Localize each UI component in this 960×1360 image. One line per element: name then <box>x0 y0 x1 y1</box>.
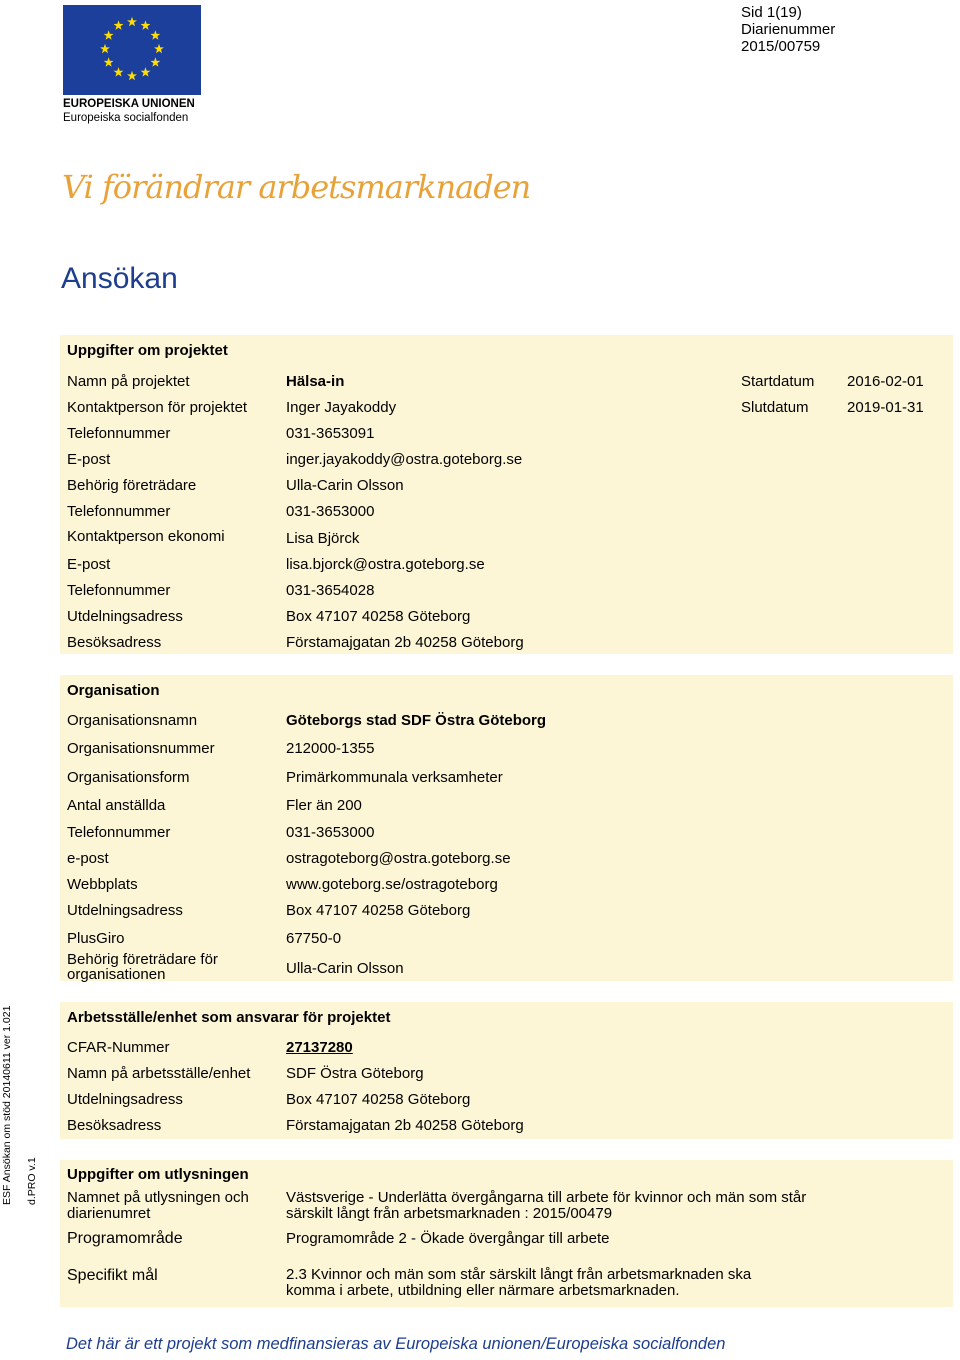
eu-logo-text <box>63 97 195 125</box>
page-number: Sid 1(19) <box>741 4 802 21</box>
project-section <box>60 335 953 654</box>
star-icon <box>150 57 160 66</box>
star-icon <box>141 20 151 29</box>
postal-address: Box 47107 40258 Göteborg <box>286 608 471 625</box>
organisation-rep: Ulla-Carin Olsson <box>286 960 404 977</box>
field-label: Utdelningsadress <box>67 1091 183 1108</box>
field-label: Besöksadress <box>67 1117 162 1134</box>
star-icon <box>141 67 151 76</box>
field-label: Utdelningsadress <box>67 608 183 625</box>
field-label: Kontaktperson ekonomi <box>67 528 225 545</box>
page-title: Ansökan <box>61 262 178 295</box>
field-label: Namn på arbetsställe/enhet <box>67 1065 251 1082</box>
workplace-name: SDF Östra Göteborg <box>286 1065 424 1082</box>
field-label: Organisationsform <box>67 769 190 786</box>
slogan: Vi förändrar arbetsmarknaden <box>62 168 531 206</box>
organisation-phone: 031-3653000 <box>286 824 375 841</box>
program-area: Programområde 2 - Ökade övergångar till arbete <box>286 1230 610 1247</box>
employee-count: Fler än 200 <box>286 797 362 814</box>
cfar-number: 27137280 <box>286 1039 353 1056</box>
section-heading: Organisation <box>67 682 160 699</box>
organisation-section <box>60 675 953 981</box>
section-heading: Uppgifter om utlysningen <box>67 1166 249 1183</box>
field-label: Specifikt mål <box>67 1267 158 1284</box>
eu-stars <box>63 5 201 95</box>
organisation-number: 212000-1355 <box>286 740 375 757</box>
organisation-website: www.goteborg.se/ostragoteborg <box>286 876 498 893</box>
end-date: 2019-01-31 <box>847 399 924 416</box>
field-label: Webbplats <box>67 876 138 893</box>
field-label: e-post <box>67 850 109 867</box>
field-label: Startdatum <box>741 373 815 390</box>
field-label: Organisationsnamn <box>67 712 198 729</box>
field-label: Programområde <box>67 1230 183 1247</box>
project-name: Hälsa-in <box>286 373 345 390</box>
call-name: Västsverige - Underlätta övergångarna till arbete för kvinnor och män som står särskilt långt från arbetsmarknaden : 2015/00479 <box>286 1189 807 1222</box>
visit-address: Förstamajgatan 2b 40258 Göteborg <box>286 634 524 651</box>
authorized-rep: Ulla-Carin Olsson <box>286 477 404 494</box>
econ-phone: 031-3654028 <box>286 582 375 599</box>
field-label: Telefonnummer <box>67 503 171 520</box>
star-icon <box>104 57 114 66</box>
start-date: 2016-02-01 <box>847 373 924 390</box>
field-label: Namn på projektet <box>67 373 190 390</box>
call-section <box>60 1160 953 1307</box>
field-label: Behörig företrädare <box>67 477 197 494</box>
section-heading: Arbetsställe/enhet som ansvarar för projektet <box>67 1009 391 1026</box>
diary-number: 2015/00759 <box>741 38 821 55</box>
star-icon <box>100 44 110 53</box>
plusgiro: 67750-0 <box>286 930 342 947</box>
document-header <box>741 4 835 55</box>
section-heading: Uppgifter om projektet <box>67 342 228 359</box>
organisation-email: ostragoteborg@ostra.goteborg.se <box>286 850 511 867</box>
field-label: Behörig företrädare för organisationen <box>67 951 218 983</box>
econ-contact: Lisa Björck <box>286 530 360 547</box>
field-label: Kontaktperson för projektet <box>67 399 248 416</box>
specific-goal: 2.3 Kvinnor och män som står särskilt långt från arbetsmarknaden ska komma i arbete, utbildning eller närmare arbetsmarknaden. <box>286 1266 752 1299</box>
star-icon <box>150 30 160 39</box>
template-version-text: d.PRO v.1 <box>26 1157 38 1205</box>
field-label: Telefonnummer <box>67 824 171 841</box>
field-label: Slutdatum <box>741 399 809 416</box>
project-email: inger.jayakoddy@ostra.goteborg.se <box>286 451 523 468</box>
star-icon <box>127 71 137 80</box>
field-label: Telefonnummer <box>67 425 171 442</box>
eu-logo-line1: EUROPEISKA UNIONEN <box>63 98 195 110</box>
econ-email: lisa.bjorck@ostra.goteborg.se <box>286 556 485 573</box>
rep-phone: 031-3653000 <box>286 503 375 520</box>
field-label: CFAR-Nummer <box>67 1039 170 1056</box>
field-label: Namnet på utlysningen och diarienumret <box>67 1189 249 1222</box>
field-label: E-post <box>67 451 111 468</box>
star-icon <box>127 17 137 26</box>
field-label: Besöksadress <box>67 634 162 651</box>
field-label: Utdelningsadress <box>67 902 183 919</box>
workplace-postal: Box 47107 40258 Göteborg <box>286 1091 471 1108</box>
eu-flag-logo <box>63 5 201 95</box>
project-contact: Inger Jayakoddy <box>286 399 397 416</box>
field-label: E-post <box>67 556 111 573</box>
form-version-text: ESF Ansökan om stöd 20140611 ver 1.021 <box>1 1005 13 1205</box>
star-icon <box>104 30 114 39</box>
field-label: Telefonnummer <box>67 582 171 599</box>
workplace-section <box>60 1002 953 1139</box>
organisation-postal: Box 47107 40258 Göteborg <box>286 902 471 919</box>
footer-note: Det här är ett projekt som medfinansieras av Europeiska unionen/Europeiska socialfonden <box>66 1335 726 1353</box>
star-icon <box>114 67 124 76</box>
field-label: PlusGiro <box>67 930 125 947</box>
star-icon <box>154 44 164 53</box>
eu-logo-line2: Europeiska socialfonden <box>63 112 189 124</box>
field-label: Organisationsnummer <box>67 740 215 757</box>
star-icon <box>114 20 124 29</box>
organisation-form: Primärkommunala verksamheter <box>286 769 503 786</box>
diary-label: Diarienummer <box>741 21 836 38</box>
field-label: Antal anställda <box>67 797 166 814</box>
organisation-name: Göteborgs stad SDF Östra Göteborg <box>286 712 547 729</box>
project-phone: 031-3653091 <box>286 425 375 442</box>
workplace-visit: Förstamajgatan 2b 40258 Göteborg <box>286 1117 524 1134</box>
